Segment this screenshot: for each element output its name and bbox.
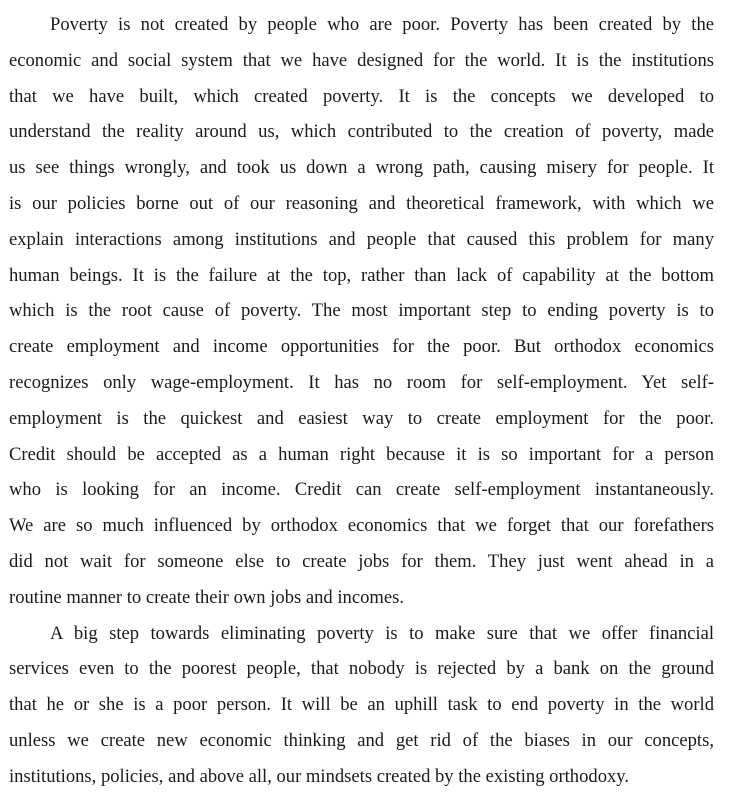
text-line: routine manner to create their own jobs and incomes. (9, 586, 404, 608)
text-line: that we have built, which created poverty. It is the concepts we developed to (9, 85, 714, 107)
text-line: economic and social system that we have designed for the world. It is the institutions (9, 49, 714, 71)
text-line: who is looking for an income. Credit can create self-employment instantaneously. (9, 479, 714, 501)
text-line: We are so much influenced by orthodox economics that we forget that our forefathers (9, 515, 714, 537)
text-line: us see things wrongly, and took us down a wrong path, causing misery for people. It (9, 157, 714, 179)
text-line: which is the root cause of poverty. The most important step to ending poverty is to (9, 300, 714, 322)
text-line: services even to the poorest people, that nobody is rejected by a bank on the ground (9, 658, 714, 680)
paragraph-2 (9, 616, 714, 795)
text-line: understand the reality around us, which contributed to the creation of poverty, made (9, 121, 714, 143)
text-line: employment is the quickest and easiest way to create employment for the poor. (9, 407, 714, 429)
text-line: that he or she is a poor person. It will be an uphill task to end poverty in the world (9, 694, 714, 716)
text-line: did not wait for someone else to create jobs for them. They just went ahead in a (9, 550, 714, 572)
text-line: create employment and income opportunities for the poor. But orthodox economics (9, 336, 714, 358)
text-line: institutions, policies, and above all, our mindsets created by the existing orthodoxy. (9, 765, 630, 787)
text-line: recognizes only wage-employment. It has no room for self-employment. Yet self- (9, 371, 714, 393)
text-line: A big step towards eliminating poverty is to make sure that we offer financial (50, 622, 714, 644)
text-line: explain interactions among institutions and people that caused this problem for many (9, 228, 714, 250)
text-line: Credit should be accepted as a human right because it is so important for a person (9, 443, 714, 465)
text-line: Poverty is not created by people who are poor. Poverty has been created by the (50, 14, 714, 35)
text-line: unless we create new economic thinking and get rid of the biases in our concepts, (9, 729, 714, 751)
paragraph-1 (9, 7, 714, 616)
text-line: is our policies borne out of our reasoning and theoretical framework, with which we (9, 192, 714, 214)
text-line: human beings. It is the failure at the top, rather than lack of capability at the bottom (9, 264, 714, 286)
